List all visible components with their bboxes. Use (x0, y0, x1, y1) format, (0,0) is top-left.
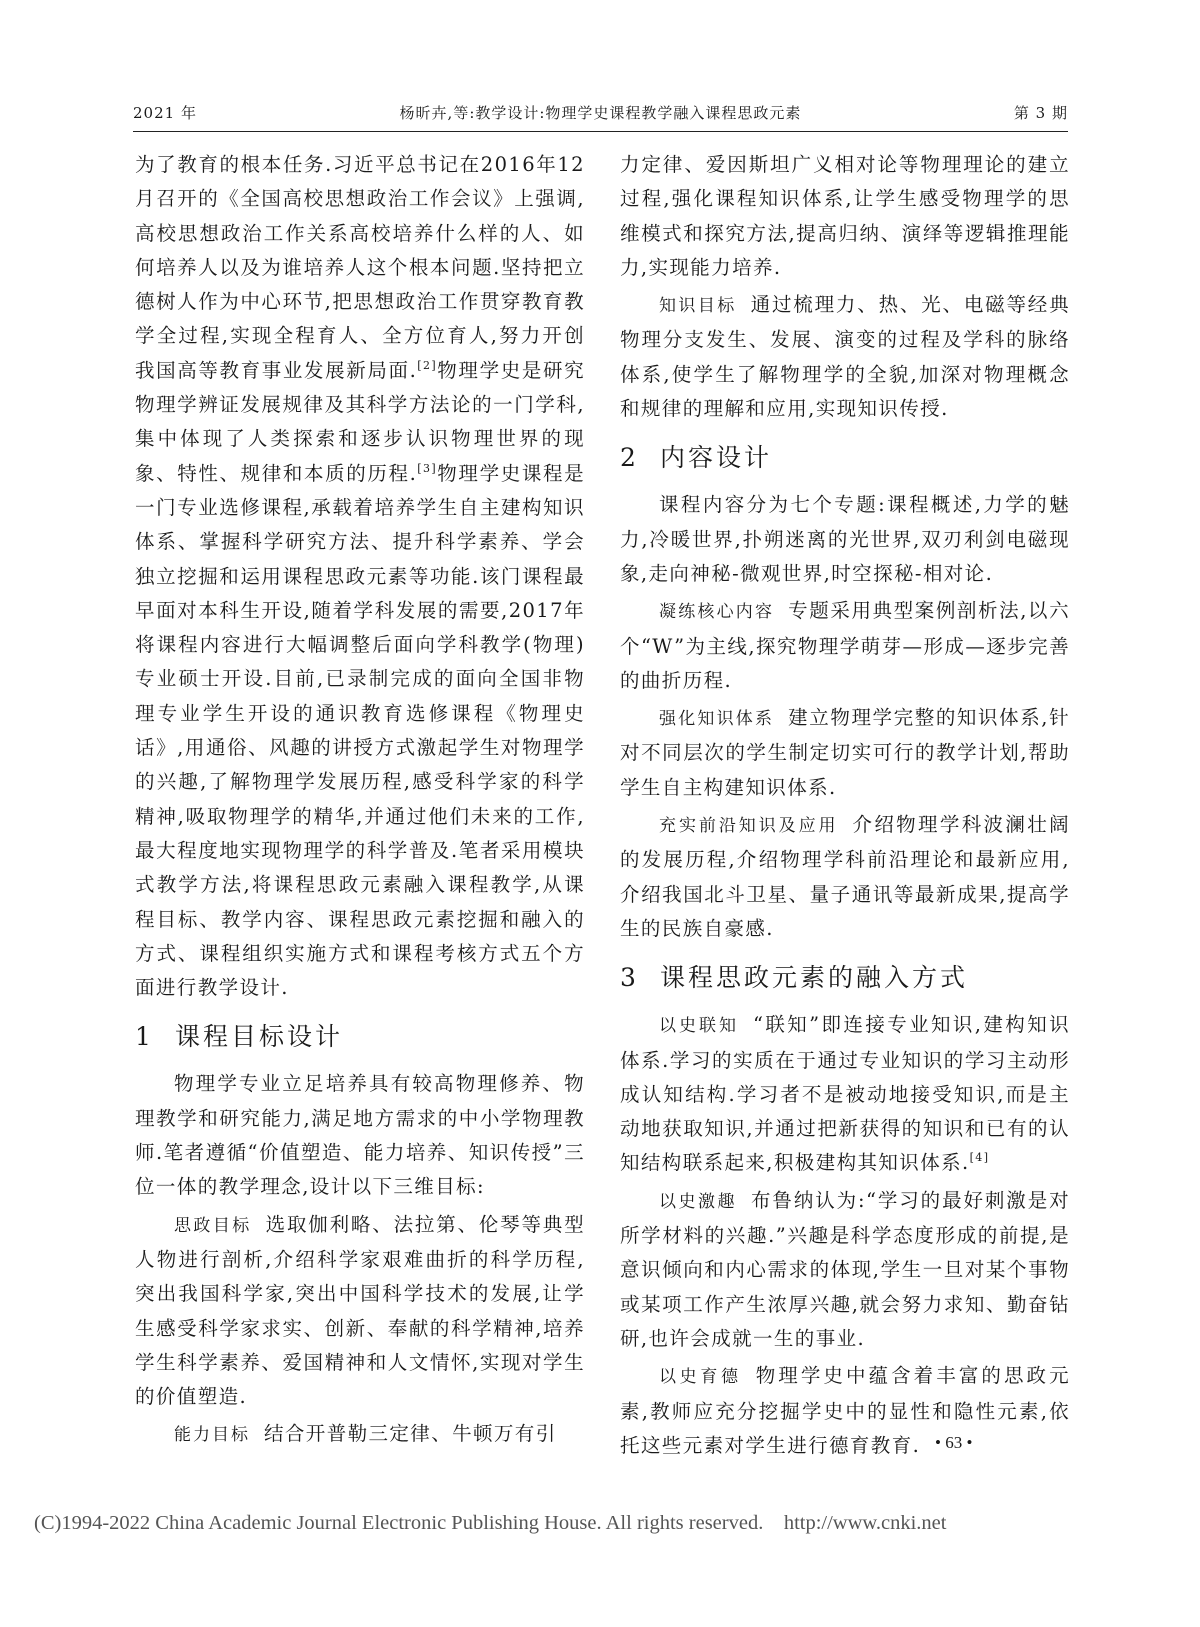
section-heading-3 (620, 960, 1070, 996)
paragraph-text: “联知”即连接专业知识,建构知识体系.学习的实质在于通过专业知识的学习主动形成认知结构.学习者不是被动地接受知识,而是主动地获取知识,并通过把新获得的知识和已有的认知结构联系起来,积极建构其知识体系. (620, 1013, 1070, 1175)
method-paragraph-interest (620, 1184, 1070, 1356)
intro-text-2: 物理学史是研究物理学辨证发展规律及其科学方法论的一门学科,集中体现了人类探索和逐步认识物理世界的现象、特性、规律和本质的历程. (135, 358, 585, 485)
runin-label: 思政目标 (174, 1215, 252, 1236)
goal-paragraph-ability (135, 1417, 585, 1452)
runin-label: 以史激趣 (659, 1191, 738, 1212)
header-year: 2021 年 (133, 104, 197, 122)
paragraph-text: 专题采用典型案例剖析法,以六个“W”为主线,探究物理学萌芽—形成—逐步完善的曲折历程. (620, 599, 1070, 692)
citation-2: [2] (417, 358, 438, 372)
runin-label: 强化知识体系 (659, 709, 775, 730)
content-paragraph-system (620, 701, 1070, 805)
header-title: 杨昕卉,等:教学设计:物理学史课程教学融入课程思政元素 (399, 104, 802, 122)
section-heading-1 (135, 1019, 585, 1055)
citation-4: [4] (969, 1151, 990, 1165)
paragraph-text: 建立物理学完整的知识体系,针对不同层次的学生制定切实可行的教学计划,帮助学生自主构建知识体系. (620, 706, 1070, 799)
goal-paragraph-ideology (135, 1208, 585, 1415)
paragraph-text: 通过梳理力、热、光、电磁等经典物理分支发生、发展、演变的过程及学科的脉络体系,使学生了解物理学的全貌,加深对物理概念和规律的理解和应用,实现知识传授. (620, 293, 1070, 421)
runin-label: 充实前沿知识及应用 (659, 816, 839, 837)
right-column (620, 148, 1070, 1466)
paragraph-text: 物理学史中蕴含着丰富的思政元素,教师应充分挖掘学史中的显性和隐性元素,依托这些元素对学生进行德育教育. (620, 1364, 1070, 1457)
citation-3: [3] (417, 461, 438, 475)
running-header (133, 100, 1068, 126)
section-number: 1 (135, 1022, 154, 1052)
section-title: 内容设计 (660, 443, 773, 473)
runin-label: 以史育德 (659, 1367, 742, 1388)
body-paragraph: 力定律、爱因斯坦广义相对论等物理理论的建立过程,强化课程知识体系,让学生感受物理学的思维模式和探究方法,提高归纳、演绎等逻辑推理能力,实现能力培养. (620, 153, 1070, 279)
body-paragraph: 物理学专业立足培养具有较高物理修养、物理教学和研究能力,满足地方需求的中小学物理教师.笔者遵循“价值塑造、能力培养、知识传授”三位一体的教学理念,设计以下三维目标: (135, 1072, 585, 1199)
runin-label: 能力目标 (174, 1425, 250, 1446)
method-paragraph-morality (620, 1359, 1070, 1463)
intro-text-1: 为了教育的根本任务.习近平总书记在2016年12月召开的《全国高校思想政治工作会议》上强调,高校思想政治工作关系高校培养什么样的人、如何培养人以及为谁培养人这个根本问题.坚持把立德树人作为中心环节,把思想政治工作贯穿教育教学全过程,实现全程育人、全方位育人,努力开创我国高等教育事业发展新局面. (135, 153, 585, 382)
paragraph-text: 布鲁纳认为:“学习的最好刺激是对所学材料的兴趣.”兴趣是科学态度形成的前提,是意识倾向和内心需求的体现,学生一旦对某个事物或某项工作产生浓厚兴趣,就会努力求知、勤奋钻研,也许会成就一生的事业. (620, 1188, 1070, 1350)
runin-label: 凝练核心内容 (659, 602, 775, 623)
paragraph-text: 介绍物理学科波澜壮阔的发展历程,介绍物理学科前沿理论和最新应用,介绍我国北斗卫星、量子通讯等最新成果,提高学生的民族自豪感. (620, 813, 1070, 940)
intro-text-3: 物理学史课程是一门专业选修课程,承载着培养学生自主建构知识体系、掌握科学研究方法、提升科学素养、学会独立挖掘和运用课程思政元素等功能.该门课程最早面对本科生开设,随着学科发展的需要,2017年将课程内容进行大幅调整后面向学科教学(物理)专业硕士开设.目前,已录制完成的面向全国非物理专业学生开设的通识教育选修课程《物理史话》,用通俗、风趣的讲授方式激起学生对物理学的兴趣,了解物理学发展历程,感受科学家的科学精神,吸取物理学的精华,并通过他们未来的工作,最大程度地实现物理学的科学普及.笔者采用模块式教学方法,将课程思政元素融入课程教学,从课程目标、教学内容、课程思政元素挖掘和融入的方式、课程组织实施方式和课程考核方式五个方面进行教学设计. (135, 461, 585, 1000)
runin-label: 知识目标 (659, 296, 737, 317)
paragraph-text: 选取伽利略、法拉第、伦琴等典型人物进行剖析,介绍科学家艰难曲折的科学历程,突出我国科学家,突出中国科学技术的发展,让学生感受科学家求实、创新、奉献的科学精神,培养学生科学素养、爱国精神和人文情怀,实现对学生的价值塑造. (135, 1212, 585, 1409)
section-number: 3 (620, 963, 639, 993)
left-column (135, 148, 585, 1456)
body-paragraph: 课程内容分为七个专题:课程概述,力学的魅力,冷暖世界,扑朔迷离的光世界,双刃利剑电磁现象,走向神秘-微观世界,时空探秘-相对论. (620, 493, 1070, 585)
section-title: 课程目标设计 (175, 1022, 344, 1052)
method-paragraph-knowledge (620, 1008, 1070, 1180)
section-heading-2 (620, 440, 1070, 476)
goal-paragraph-knowledge (620, 288, 1070, 426)
section-title: 课程思政元素的融入方式 (660, 963, 969, 993)
section-number: 2 (620, 443, 639, 473)
runin-label: 以史联知 (659, 1016, 739, 1037)
copyright-footer: (C)1994-2022 China Academic Journal Electronic Publishing House. All rights reserved. http://www.cnki.net (34, 1512, 947, 1534)
content-paragraph-core (620, 594, 1070, 698)
intro-paragraph (135, 148, 585, 1005)
page-number: • 63 • (935, 1433, 973, 1452)
content-paragraph-frontier (620, 808, 1070, 946)
paragraph-text: 结合开普勒三定律、牛顿万有引 (264, 1422, 557, 1446)
header-rule (133, 131, 1068, 132)
header-issue: 第 3 期 (1013, 104, 1068, 122)
